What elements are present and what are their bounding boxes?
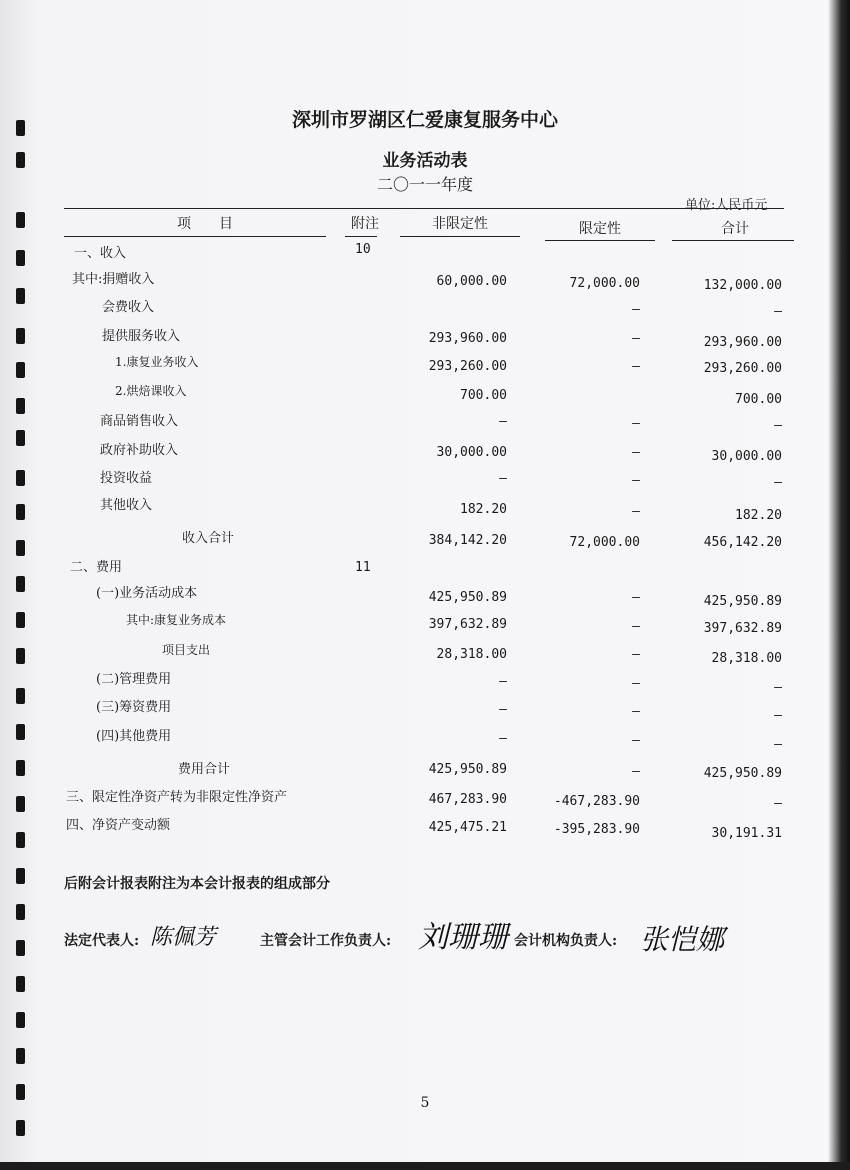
organization-title: 深圳市罗湖区仁爱康复服务中心 (291, 109, 558, 131)
legal-rep-label: 法定代表人: (64, 933, 140, 949)
col-header-unrestricted: 非限定性 (432, 216, 488, 232)
accounting-head-signature: 刘珊珊 (418, 920, 508, 955)
table-row: 1.康复业务收入 293,260.00 – 293,260.00 (115, 355, 782, 376)
accounting-dept-signature: 张恺娜 (640, 923, 725, 956)
header-underline (345, 236, 377, 237)
accounting-dept-label: 会计机构负责人: (514, 933, 618, 949)
col-header-total: 合计 (721, 221, 749, 237)
table-row: (一)业务活动成本 425,950.89 – 425,950.89 (96, 586, 782, 609)
table-row: 三、限定性净资产转为非限定性净资产 467,283.90 -467,283.90 – (66, 790, 782, 811)
table-row: 费用合计 425,950.89 – 425,950.89 (178, 762, 782, 781)
table-row: 政府补助收入 30,000.00 – 30,000.00 (100, 443, 782, 464)
currency-unit: 单位:人民币元 (685, 198, 768, 213)
table-row: (四)其他费用 – – – (96, 729, 782, 752)
table-row: 提供服务收入 293,960.00 – 293,960.00 (102, 329, 782, 350)
table-row: 项目支出 28,318.00 – 28,318.00 (162, 643, 782, 666)
footnote: 后附会计报表附注为本会计报表的组成部分 (64, 876, 330, 892)
table-row: 四、净资产变动额 425,475.21 -395,283.90 30,191.31 (66, 818, 782, 841)
report-year: 二〇一一年度 (376, 175, 473, 194)
table-row: 其中:康复业务成本 397,632.89 – 397,632.89 (126, 613, 782, 636)
col-header-item: 项 目 (177, 216, 233, 232)
report-title: 业务活动表 (382, 151, 468, 171)
accounting-head-label: 主管会计工作负责人: (260, 933, 392, 949)
table-row: (三)筹资费用 – – – (96, 700, 782, 723)
table-row: (二)管理费用 – – – (96, 672, 782, 695)
legal-rep-signature: 陈佩芳 (150, 925, 217, 950)
header-underline (400, 236, 520, 237)
table-row: 商品销售收入 – – – (100, 414, 782, 433)
table-row: 一、收入 10 (74, 242, 371, 261)
table-row: 收入合计 384,142.20 72,000.00 456,142.20 (182, 531, 782, 550)
table-row: 会费收入 – – (102, 300, 782, 319)
header-underline (672, 240, 794, 241)
col-header-note: 附注 (351, 216, 379, 232)
table-row: 其他收入 182.20 – 182.20 (100, 498, 782, 523)
header-underline (545, 240, 655, 241)
page-bottom-edge (0, 1162, 850, 1170)
col-header-restricted: 限定性 (579, 221, 621, 237)
page-number: 5 (420, 1095, 430, 1111)
table-row: 2.烘焙课收入 700.00 700.00 (115, 384, 782, 407)
table-row: 二、费用 11 (70, 560, 371, 575)
table-row: 其中:捐赠收入 60,000.00 72,000.00 132,000.00 (72, 272, 782, 293)
table-row: 投资收益 – – – (100, 471, 782, 490)
header-underline (64, 236, 326, 237)
top-rule (64, 208, 784, 209)
